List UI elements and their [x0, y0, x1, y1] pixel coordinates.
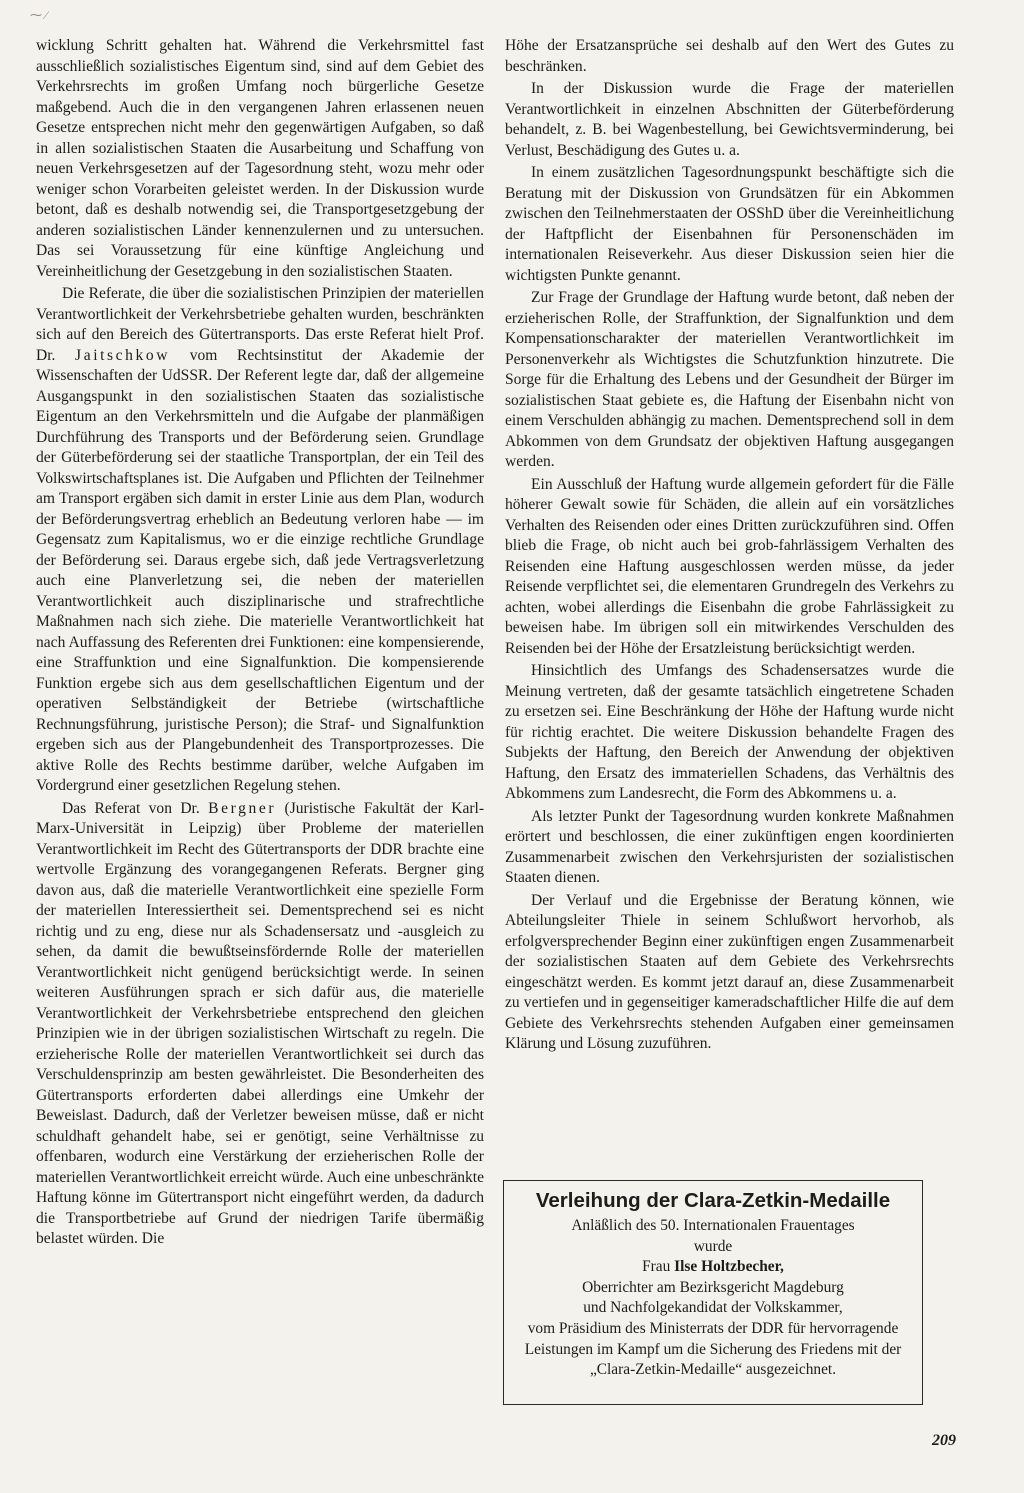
paragraph-text: (Juristische Fakultät der Karl-Marx-Universität in Leipzig) über Probleme der materiellen Verantwortlichkeit im Recht des Gütertransports der DDR brachte eine wertvolle Ergänzung des vorangegangenen Referats. Bergner ging davon aus, daß die materielle Verantwortlichkeit eine spezielle Form der materiellen Interessiertheit sei. Dementsprechend sei es nicht richtig und zu eng, diese nur als Schadensersatz und -ausgleich zu sehen, da damit die bewußtseinsfördernde Rolle der materiellen Verantwortlichkeit nicht genügend berücksichtigt werde. In seinen weiteren Ausführungen sprach er sich dafür aus, die materielle Verantwortlichkeit der Verkehrsbetriebe entsprechend den gleichen Prinzipien wie in der übrigen sozialistischen Wirtschaft zu regeln. Die erzieherische Rolle der materiellen Verantwortlichkeit sei durch das Verschuldensprinzip am besten gewährleistet. Die Besonderheiten des Gütertransports erforderten dabei allerdings eine Umkehr der Beweislast. Dadurch, daß der Verletzer beweisen müsse, daß er nicht schuldhaft gehandelt habe, sei er genötigt, seine Verhältnisse zu offenbaren, wodurch eine Verstärkung der erzieherischen Rolle der materiellen Verantwortlichkeit erreicht würde. Auch eine unbeschränkte Haftung könne im Gütertransport nicht eingeführt werden, da dadurch die Transportbetriebe auf Grund der niedrigen Tarife übermäßig belastet würden. Die: [36, 799, 485, 1247]
paragraph: [36, 799, 484, 1250]
right-column: [505, 36, 954, 1055]
paragraph: Als letzter Punkt der Tagesordnung wurden konkrete Maßnahmen erörtert und beschlossen, die einer zukünftigen engen koordinierten Zusammenarbeit zwischen den Verkehrsjuristen der sozialistischen Staaten dienen.: [505, 807, 954, 886]
paragraph: In der Diskussion wurde die Frage der materiellen Verantwortlichkeit in einzelnen Abschnitten der Güterbeförderung behandelt, z. B. bei Wagenbestellung, bei Gewichtsverminderung, bei Verlust, Beschädigung des Gutes u. a.: [505, 80, 954, 159]
paragraph: [36, 284, 484, 797]
notice-line: wurde: [693, 1237, 733, 1255]
paragraph-text: Das Referat von Dr.: [62, 799, 200, 817]
recipient-name: Ilse Holtzbecher,: [674, 1258, 784, 1276]
notice-line: Oberrichter am Bezirksgericht Magdeburg: [582, 1278, 844, 1296]
person-name: Jaitschkow: [75, 346, 171, 364]
paragraph: Ein Ausschluß der Haftung wurde allgemein gefordert für die Fälle höherer Gewalt sowie für Schäden, die allein auf ein vorsätzliches Verhalten des Reisenden oder eines Dritten zurückzuführen sind. Offen blieb die Frage, ob nicht auch bei grob-fahrlässigem Verhalten des Reisenden eine Haftung ausgeschlossen werden müsse, da jeder Reisende verpflichtet sei, die elementaren Grundregeln des Verkehrs zu achten, wobei allerdings die Eisenbahn die grobe Fahrlässigkeit zu beweisen habe. Im übrigen soll ein mitwirkendes Verschulden des Reisenden bei der Höhe der Ersatzleistung berücksichtigt werden.: [505, 475, 954, 657]
scan-mark-icon: ⁓ ⁄: [30, 8, 48, 22]
paragraph-text: Die Referate, die über die sozialistischen Prinzipien der materiellen Verantwortlichkeit der Verkehrsbetriebe gehalten wurden, beschränkten sich auf den Bereich des Gütertransports. Das erste Referat hielt Prof. Dr.: [36, 285, 484, 364]
paragraph: Zur Frage der Grundlage der Haftung wurde betont, daß neben der erzieherischen Rolle, der Straffunktion, der Signalfunktion und dem Kompensationscharakter der materiellen Verantwortlichkeit im Personenverkehr als Wichtigstes die Schutzfunktion hinzutrete. Die Sorge für die Erhaltung des Lebens und der Gesundheit der Bürger im sozialistischen Staat gebiete es, die Haftung der Eisenbahn nicht von einem Verschulden abhängig zu machen. Dementsprechend soll in dem Abkommen von dem Grundsatz der objektiven Haftung ausgegangen werden.: [505, 289, 954, 470]
notice-salutation: Frau: [642, 1258, 671, 1276]
left-column: [36, 36, 484, 1250]
paragraph: wicklung Schritt gehalten hat. Während die Verkehrsmittel fast ausschließlich sozialistisches Eigentum sind, sind auf dem Gebiet des Verkehrsrechts im großen Umfang noch bürgerliche Gesetze maßgebend. Auch die in den vergangenen Jahren erlassenen neuen Gesetze entsprechen nicht mehr den gegenwärtigen Aufgaben, so daß in allen sozialistischen Staaten die Ausarbeitung und Schaffung von neuen Verkehrsgesetzen auf der Tagesordnung steht, wozu mehr oder weniger schon Vorarbeiten geleistet werden. In der Diskussion wurde betont, daß es deshalb notwendig sei, die Transportgesetzgebung der anderen sozialistischen Länder kennenzulernen und zu untersuchen. Das sei Voraussetzung für eine künftige Angleichung und Vereinheitlichung der Gesetzgebung in den sozialistischen Staaten.: [36, 37, 484, 280]
notice-line: Anläßlich des 50. Internationalen Frauentages: [571, 1217, 855, 1234]
person-name: Bergner: [208, 799, 277, 817]
notice-title: Verleihung der Clara-Zetkin-Medaille: [535, 1189, 891, 1212]
medal-notice-box: [503, 1180, 923, 1405]
paragraph-text: vom Rechtsinstitut der Akademie der Wissenschaften der UdSSR. Der Referent legte dar, daß der allgemeine Ausgangspunkt in den sozialistischen Staaten das sozialistische Eigentum an den Verkehrsmitteln und die Aufgabe der planmäßigen Durchführung des Transports und der Beförderung seien. Grundlage der Güterbeförderung sei der staatliche Transportplan, der ein Teil des Volkswirtschaftsplanes ist. Die Aufgaben und Pflichten der Teilnehmer am Transport ergäben sich damit in erster Linie aus dem Plan, wodurch der Beförderungsvertrag erheblich an Bedeutung verloren habe — im Gegensatz zum Kapitalismus, wo er die einzige rechtliche Grundlage der Beförderung sei. Daraus ergebe sich, daß jede Vertragsverletzung auch eine Planverletzung sei, die neben der materiellen Verantwortlichkeit auch disziplinarische und strafrechtliche Maßnahmen nach sich ziehe. Die materielle Verantwortlichkeit hat nach Auffassung des Referenten drei Funktionen: eine kompensierende, eine Straffunktion und eine Signalfunktion. Die kompensierende Funktion ergebe sich aus dem gesellschaftlichen Eigentum und der operativen Selbständigkeit der Betriebe (wirtschaftliche Rechnungsführung, juristische Person); die Straf- und Signalfunktion ergeben sich aus der Plangebundenheit des Transportprozesses. Die aktive Rolle des Rechts bestimme darüber, welche Aufgaben im Vordergrund einer gesetzlichen Regelung stehen.: [36, 346, 485, 794]
paragraph: Der Verlauf und die Ergebnisse der Beratung können, wie Abteilungsleiter Thiele in seinem Schlußwort hervorhob, als erfolgversprechender Beginn einer zukünftigen engen Zusammenarbeit der sozialistischen Staaten auf dem Gebiete des Verkehrsrechts eingeschätzt werden. Es kommt jetzt darauf an, diese Zusammenarbeit zu vertiefen und in gegenseitiger kameradschaftlicher Hilfe die auf dem Gebiete des Verkehrsrechts stehenden Aufgaben einer gemeinsamen Klärung und Lösung zuzuführen.: [505, 891, 954, 1052]
paragraph: Hinsichtlich des Umfangs des Schadensersatzes wurde die Meinung vertreten, daß der gesamte tatsächlich eingetretene Schaden zu ersetzen sei. Eine Beschränkung der Höhe der Haftung wurde nicht für richtig erachtet. Die weitere Diskussion behandelte Fragen des Subjekts der Haftung, den Bereich der Anwendung der objektiven Haftung, den Ersatz des immateriellen Schadens, das Verhältnis des Abkommens zum Landesrecht, die Form des Abkommens u. a.: [505, 662, 954, 802]
notice-line: und Nachfolgekandidat der Volkskammer,: [583, 1299, 843, 1317]
notice-line: vom Präsidium des Ministerrats der DDR für hervorragende Leistungen im Kampf um die Sicherung des Friedens mit der „Clara-Zetkin-Medaille“ ausgezeichnet.: [524, 1319, 902, 1379]
notice-recipient: [512, 1257, 914, 1278]
paragraph: Höhe der Ersatzansprüche sei deshalb auf den Wert des Gutes zu beschränken.: [505, 37, 954, 75]
page-number: 209: [932, 1432, 956, 1449]
paragraph: In einem zusätzlichen Tagesordnungspunkt beschäftigte sich die Beratung mit der Diskussion von Grundsätzen für ein Abkommen zwischen den Teilnehmerstaaten der OSShD über die Vereinheitlichung der Haftpflicht der Eisenbahnen für Personenschäden im internationalen Reiseverkehr. Aus dieser Diskussion seien hier die wichtigsten Punkte genannt.: [505, 164, 954, 284]
